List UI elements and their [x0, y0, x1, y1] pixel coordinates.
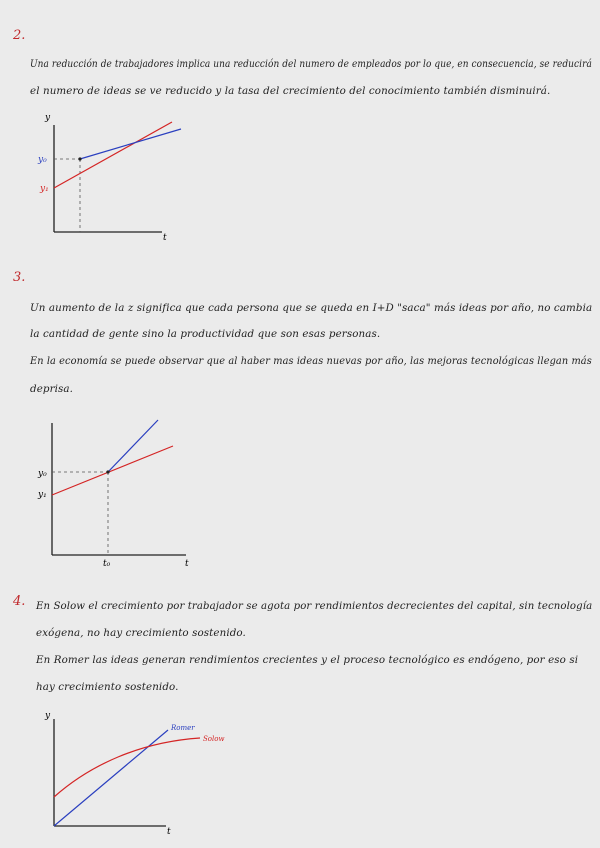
series-label-romer: Romer [171, 724, 195, 732]
question-number: 3. [13, 270, 26, 285]
question-number: 2. [13, 28, 26, 43]
answer-line: En la economía se puede observar que al haber mas ideas nuevas por año, las mejoras tecnológicas llegan más [30, 355, 592, 367]
y-axis-label: y [45, 711, 51, 721]
red-level-label: y₁ [40, 184, 49, 194]
answer-line: el numero de ideas se ve reducido y la tasa del crecimiento del conocimiento también disminuirá. [30, 85, 551, 97]
answer-line: deprisa. [30, 383, 73, 395]
series-label-solow: Solow [203, 735, 225, 743]
answer-line: Una reducción de trabajadores implica una reducción del numero de empleados por lo que, en consecuencia, se reducirá [30, 58, 592, 70]
blue-level-label: y₀ [38, 155, 47, 165]
solow-curve [54, 738, 200, 797]
t0-label: t₀ [103, 559, 111, 569]
answer-line: la cantidad de gente sino la productividad que son esas personas. [30, 328, 381, 340]
y-level-label-top: y₀ [38, 469, 47, 479]
answer-line: En Solow el crecimiento por trabajador se agota por rendimientos decrecientes del capital, sin tecnología [36, 600, 593, 612]
answer-line: En Romer las ideas generan rendimientos crecientes y el proceso tecnológico es endógeno, por eso si [36, 654, 579, 666]
answer-line: Un aumento de la z significa que cada persona que se queda en I+D "saca" más ideas por año, no cambia [30, 302, 593, 314]
y-level-label-bottom: y₁ [38, 490, 47, 500]
romer-line [54, 730, 168, 826]
x-axis-label: t [185, 559, 189, 569]
y-axis-label: y [45, 113, 51, 123]
x-axis-label: t [163, 233, 167, 243]
question-number: 4. [13, 594, 26, 609]
answer-line: hay crecimiento sostenido. [36, 681, 179, 693]
answer-line: exógena, no hay crecimiento sostenido. [36, 627, 246, 639]
x-axis-label: t [167, 827, 171, 837]
